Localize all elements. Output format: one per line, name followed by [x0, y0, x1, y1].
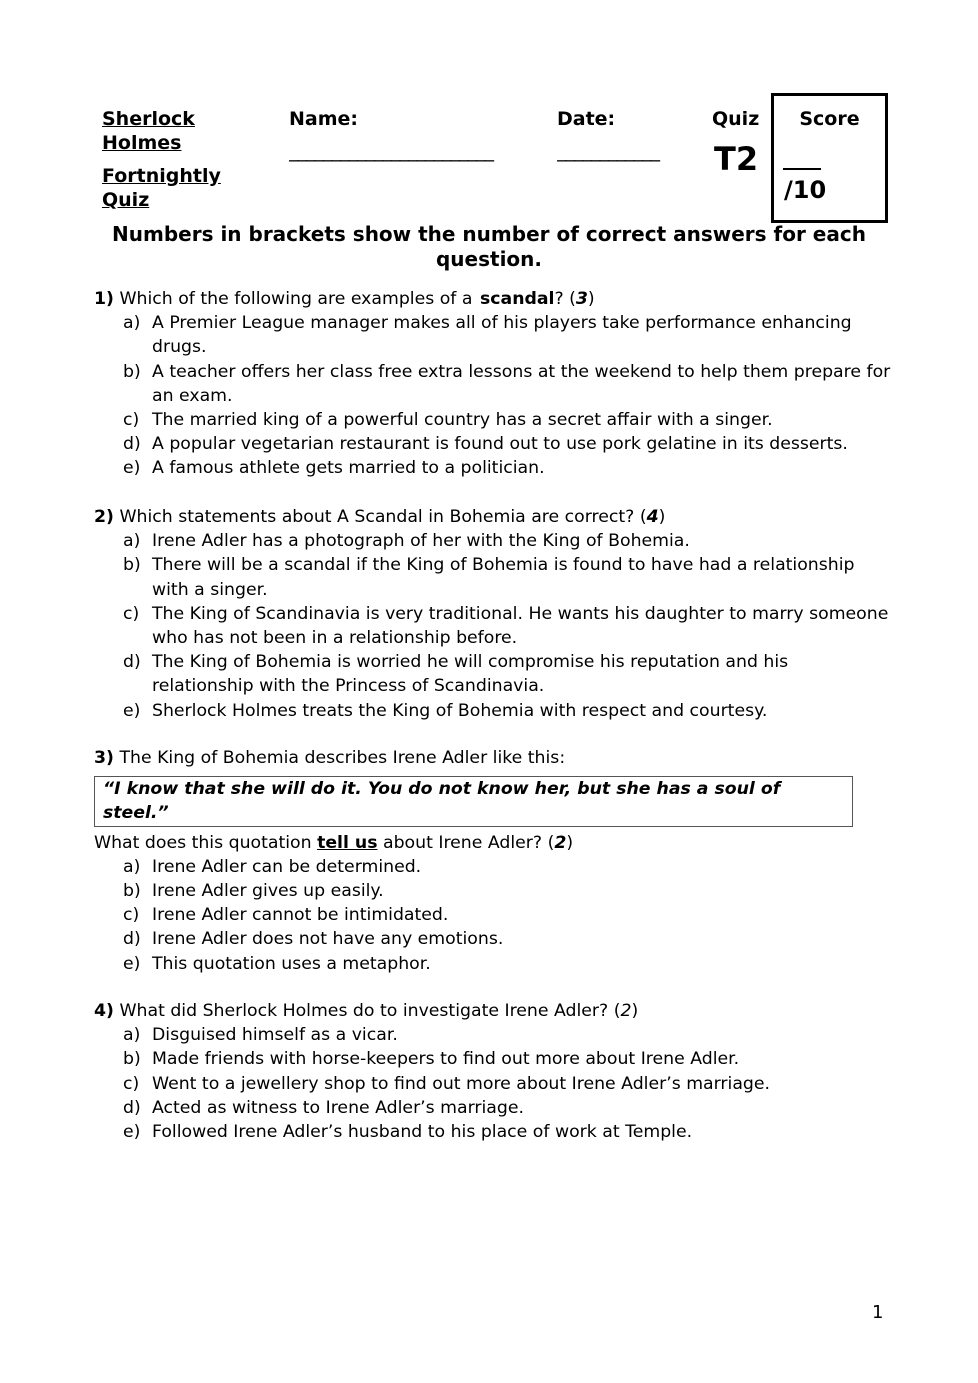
score-box [771, 93, 888, 223]
option-letter: a) [123, 531, 141, 552]
question-stem [94, 505, 894, 529]
option-d[interactable] [94, 927, 894, 951]
option-text: A teacher offers her class free extra lessons at the weekend to help them prepare for an exam. [152, 361, 891, 406]
option-text: Followed Irene Adler’s husband to his place of work at Temple. [152, 1122, 693, 1143]
score-blank-line[interactable] [783, 168, 821, 170]
title-line-2: Fortnightly Quiz [102, 165, 221, 211]
question-1 [94, 287, 894, 481]
option-text: The King of Bohemia is worried he will compromise his reputation and his relationship with the Princess of Scandinavia. [152, 652, 789, 697]
question-number: 4) [94, 1001, 114, 1021]
answer-count: 4 [646, 507, 659, 527]
option-letter: d) [123, 929, 141, 950]
option-letter: c) [123, 603, 140, 624]
date-field-line[interactable]: ____________ [557, 140, 659, 162]
quotation-box: “I know that she will do it. You do not know her, but she has a soul of steel.” [94, 776, 853, 826]
page-number: 1 [872, 1302, 884, 1323]
option-letter: a) [123, 856, 141, 877]
question-stem [94, 746, 894, 770]
option-letter: e) [123, 700, 141, 721]
option-text: Made friends with horse-keepers to find out more about Irene Adler. [152, 1049, 740, 1070]
option-a[interactable] [94, 855, 894, 879]
option-b[interactable] [94, 360, 894, 408]
option-letter: c) [123, 410, 140, 431]
option-a[interactable] [94, 529, 894, 553]
quiz-code: T2 [714, 140, 759, 178]
answer-count: 2 [554, 832, 567, 853]
option-c[interactable] [94, 903, 894, 927]
question-text: The King of Bohemia describes Irene Adler like this: [119, 748, 566, 768]
option-letter: b) [123, 881, 141, 902]
option-letter: e) [123, 1122, 141, 1143]
question-2 [94, 505, 894, 723]
bracket-close: ) [658, 507, 666, 527]
score-label: Score [799, 108, 860, 130]
option-e[interactable] [94, 952, 894, 976]
question-number: 1) [94, 289, 114, 309]
bracket-close: ) [566, 832, 574, 853]
option-text: A popular vegetarian restaurant is found out to use pork gelatine in its desserts. [152, 434, 848, 455]
option-text: Irene Adler can be determined. [152, 856, 422, 877]
option-text: Acted as witness to Irene Adler’s marriage. [152, 1097, 524, 1118]
option-a[interactable] [94, 1023, 894, 1047]
options-list [94, 855, 894, 976]
bracket-close: ) [587, 289, 595, 309]
question-keyword: scandal [480, 289, 555, 309]
option-letter: b) [123, 555, 141, 576]
question-stem [94, 999, 894, 1023]
option-text: The married king of a powerful country has a secret affair with a singer. [152, 410, 773, 431]
option-text: A famous athlete gets married to a politician. [152, 458, 545, 479]
options-list [94, 311, 894, 480]
question-3 [94, 746, 894, 976]
option-letter: e) [123, 458, 141, 479]
option-text: Irene Adler gives up easily. [152, 881, 384, 902]
option-text: This quotation uses a metaphor. [152, 953, 431, 974]
option-letter: c) [123, 905, 140, 926]
option-text: Irene Adler cannot be intimidated. [152, 905, 449, 926]
option-b[interactable] [94, 553, 894, 601]
option-text: Went to a jewellery shop to find out more about Irene Adler’s marriage. [152, 1073, 771, 1094]
option-text: Sherlock Holmes treats the King of Bohemia with respect and courtesy. [152, 700, 768, 721]
option-text: There will be a scandal if the King of Bohemia is found to have had a relationship with a singer. [152, 555, 855, 600]
score-total: /10 [784, 176, 827, 204]
date-label: Date: [557, 108, 616, 130]
option-a[interactable] [94, 311, 894, 359]
option-text: Disguised himself as a vicar. [152, 1025, 398, 1046]
option-c[interactable] [94, 1072, 894, 1096]
question-text-after: ? ( [554, 289, 576, 309]
answer-count: 3 [575, 289, 588, 309]
option-text: Irene Adler has a photograph of her with the King of Bohemia. [152, 531, 690, 552]
option-text: A Premier League manager makes all of his players take performance enhancing drugs. [152, 313, 852, 358]
option-b[interactable] [94, 1047, 894, 1071]
option-d[interactable] [94, 650, 894, 698]
question-text: Which of the following are examples of a [119, 289, 473, 309]
follow-up-question [94, 831, 894, 855]
follow-up-text-after: about Irene Adler? ( [383, 832, 555, 853]
question-text: Which statements about A Scandal in Bohemia are correct? ( [119, 507, 647, 527]
question-stem [94, 287, 894, 311]
bracket-close: ) [631, 1001, 639, 1021]
options-list [94, 1023, 894, 1144]
option-letter: d) [123, 434, 141, 455]
title-line-1: Sherlock Holmes [102, 108, 195, 154]
option-text: Irene Adler does not have any emotions. [152, 929, 504, 950]
question-number: 2) [94, 507, 114, 527]
name-label: Name: [289, 108, 359, 130]
option-letter: e) [123, 953, 141, 974]
options-list [94, 529, 894, 723]
answer-count: 2 [620, 1001, 632, 1021]
option-d[interactable] [94, 432, 894, 456]
option-c[interactable] [94, 602, 894, 650]
option-e[interactable] [94, 699, 894, 723]
option-d[interactable] [94, 1096, 894, 1120]
question-text: What did Sherlock Holmes do to investigate Irene Adler? ( [119, 1001, 621, 1021]
option-letter: d) [123, 652, 141, 673]
instructions: Numbers in brackets show the number of correct answers for each question. [112, 222, 866, 271]
name-field-line[interactable]: ________________________ [289, 140, 493, 162]
question-number: 3) [94, 748, 114, 768]
option-letter: a) [123, 313, 141, 334]
option-c[interactable] [94, 408, 894, 432]
option-letter: c) [123, 1073, 140, 1094]
quiz-label: Quiz [712, 108, 760, 130]
question-4 [94, 999, 894, 1144]
follow-up-text: What does this quotation [94, 832, 312, 853]
option-b[interactable] [94, 879, 894, 903]
quiz-title [102, 107, 252, 212]
option-letter: b) [123, 1049, 141, 1070]
option-letter: d) [123, 1097, 141, 1118]
option-e[interactable] [94, 1120, 894, 1144]
option-letter: a) [123, 1025, 141, 1046]
option-e[interactable] [94, 456, 894, 480]
option-text: The King of Scandinavia is very traditional. He wants his daughter to marry someone who has not been in a relationship before. [152, 603, 889, 649]
option-letter: b) [123, 361, 141, 382]
follow-up-keyword: tell us [317, 832, 378, 853]
